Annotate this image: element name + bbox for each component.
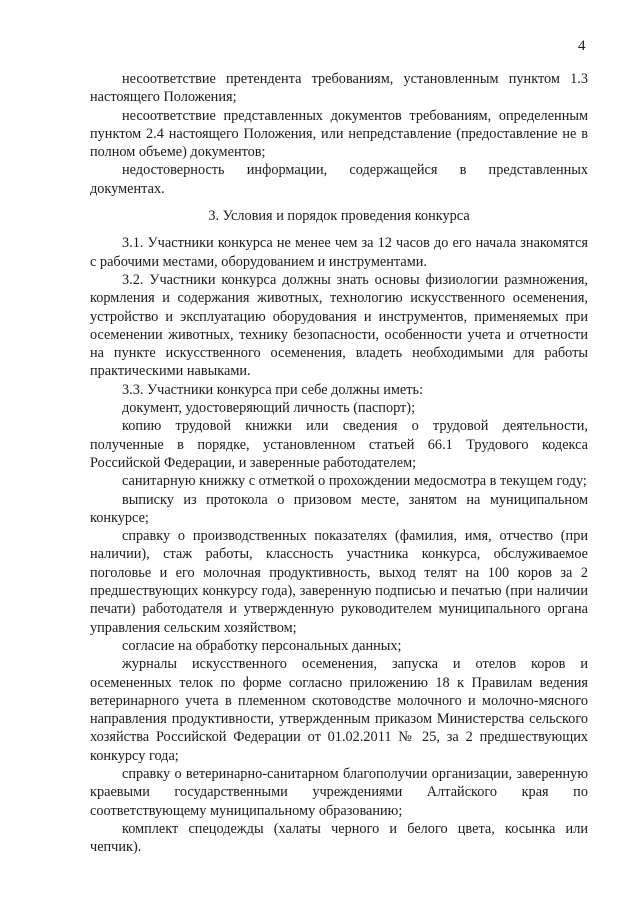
paragraph: несоответствие претендента требованиям, установленным пунктом 1.3 настоящего Положения; (90, 71, 588, 106)
list-item: справку о ветеринарно-санитарном благополучии организации, заверенную краевыми государственными учреждениями Алтайского края по соответствующему муниципальному образованию; (90, 765, 588, 819)
list-item: выписку из протокола о призовом месте, занятом на муниципальном конкурсе; (90, 491, 588, 526)
page-number: 4 (578, 38, 586, 54)
document-body (90, 70, 588, 856)
list-item: документ, удостоверяющий личность (паспорт); (122, 400, 416, 417)
paragraph: несоответствие представленных документов требованиям, определенным пунктом 2.4 настоящего Положения, или непредставление (предоставление не в полном объеме) документов; (90, 107, 588, 161)
list-item: согласие на обработку персональных данных; (122, 637, 402, 654)
list-item: комплект спецодежды (халаты черного и белого цвета, косынка или чепчик). (90, 820, 588, 856)
list-item: журналы искусственного осеменения, запуска и отелов коров и осемененных телок по форме согласно приложению 18 к Правилам ведения ветеринарного учета в племенном скотоводстве молочного и молочно-мясного направления продуктивности, утвержденным приказом Министерства сельского хозяйства Российской Федерации от 01.02.2011 № 25, за 2 предшествующих конкурсу года; (90, 656, 588, 764)
list-item: справку о производственных показателях (фамилия, имя, отчество (при наличии), стаж работы, классность участника конкурса, обслуживаемое поголовье и его молочная продуктивность, выход телят на 100 коров за 2 предшествующих конкурсу года), заверенную подписью и печатью (при наличии печати) работодателя и утвержденную руководителем муниципального органа управления сельским хозяйством; (90, 528, 588, 636)
list-item: копию трудовой книжки или сведения о трудовой деятельности, полученные в порядке, установленном статьей 66.1 Трудового кодекса Российской Федерации, и заверенные работодателем; (90, 418, 588, 471)
paragraph: недостоверность информации, содержащейся в представленных документах. (90, 162, 588, 197)
paragraph: 3.3. Участники конкурса при себе должны иметь: (122, 381, 424, 398)
section-heading: 3. Условия и порядок проведения конкурса (208, 208, 470, 225)
list-item: санитарную книжку с отметкой о прохождении медосмотра в текущем году; (122, 473, 587, 490)
paragraph: 3.1. Участники конкурса не менее чем за 12 часов до его начала знакомятся с рабочими местами, оборудованием и инструментами. (90, 235, 588, 270)
paragraph: 3.2. Участники конкурса должны знать основы физиологии размножения, кормления и содержания животных, технологию искусственного осеменения, устройство и эксплуатацию оборудования и инструментов, применяемых при осеменении животных, технику безопасности, особенности учета и отчетности на пункте искусственного осеменения, владеть необходимыми для работы практическими навыками. (90, 271, 588, 380)
